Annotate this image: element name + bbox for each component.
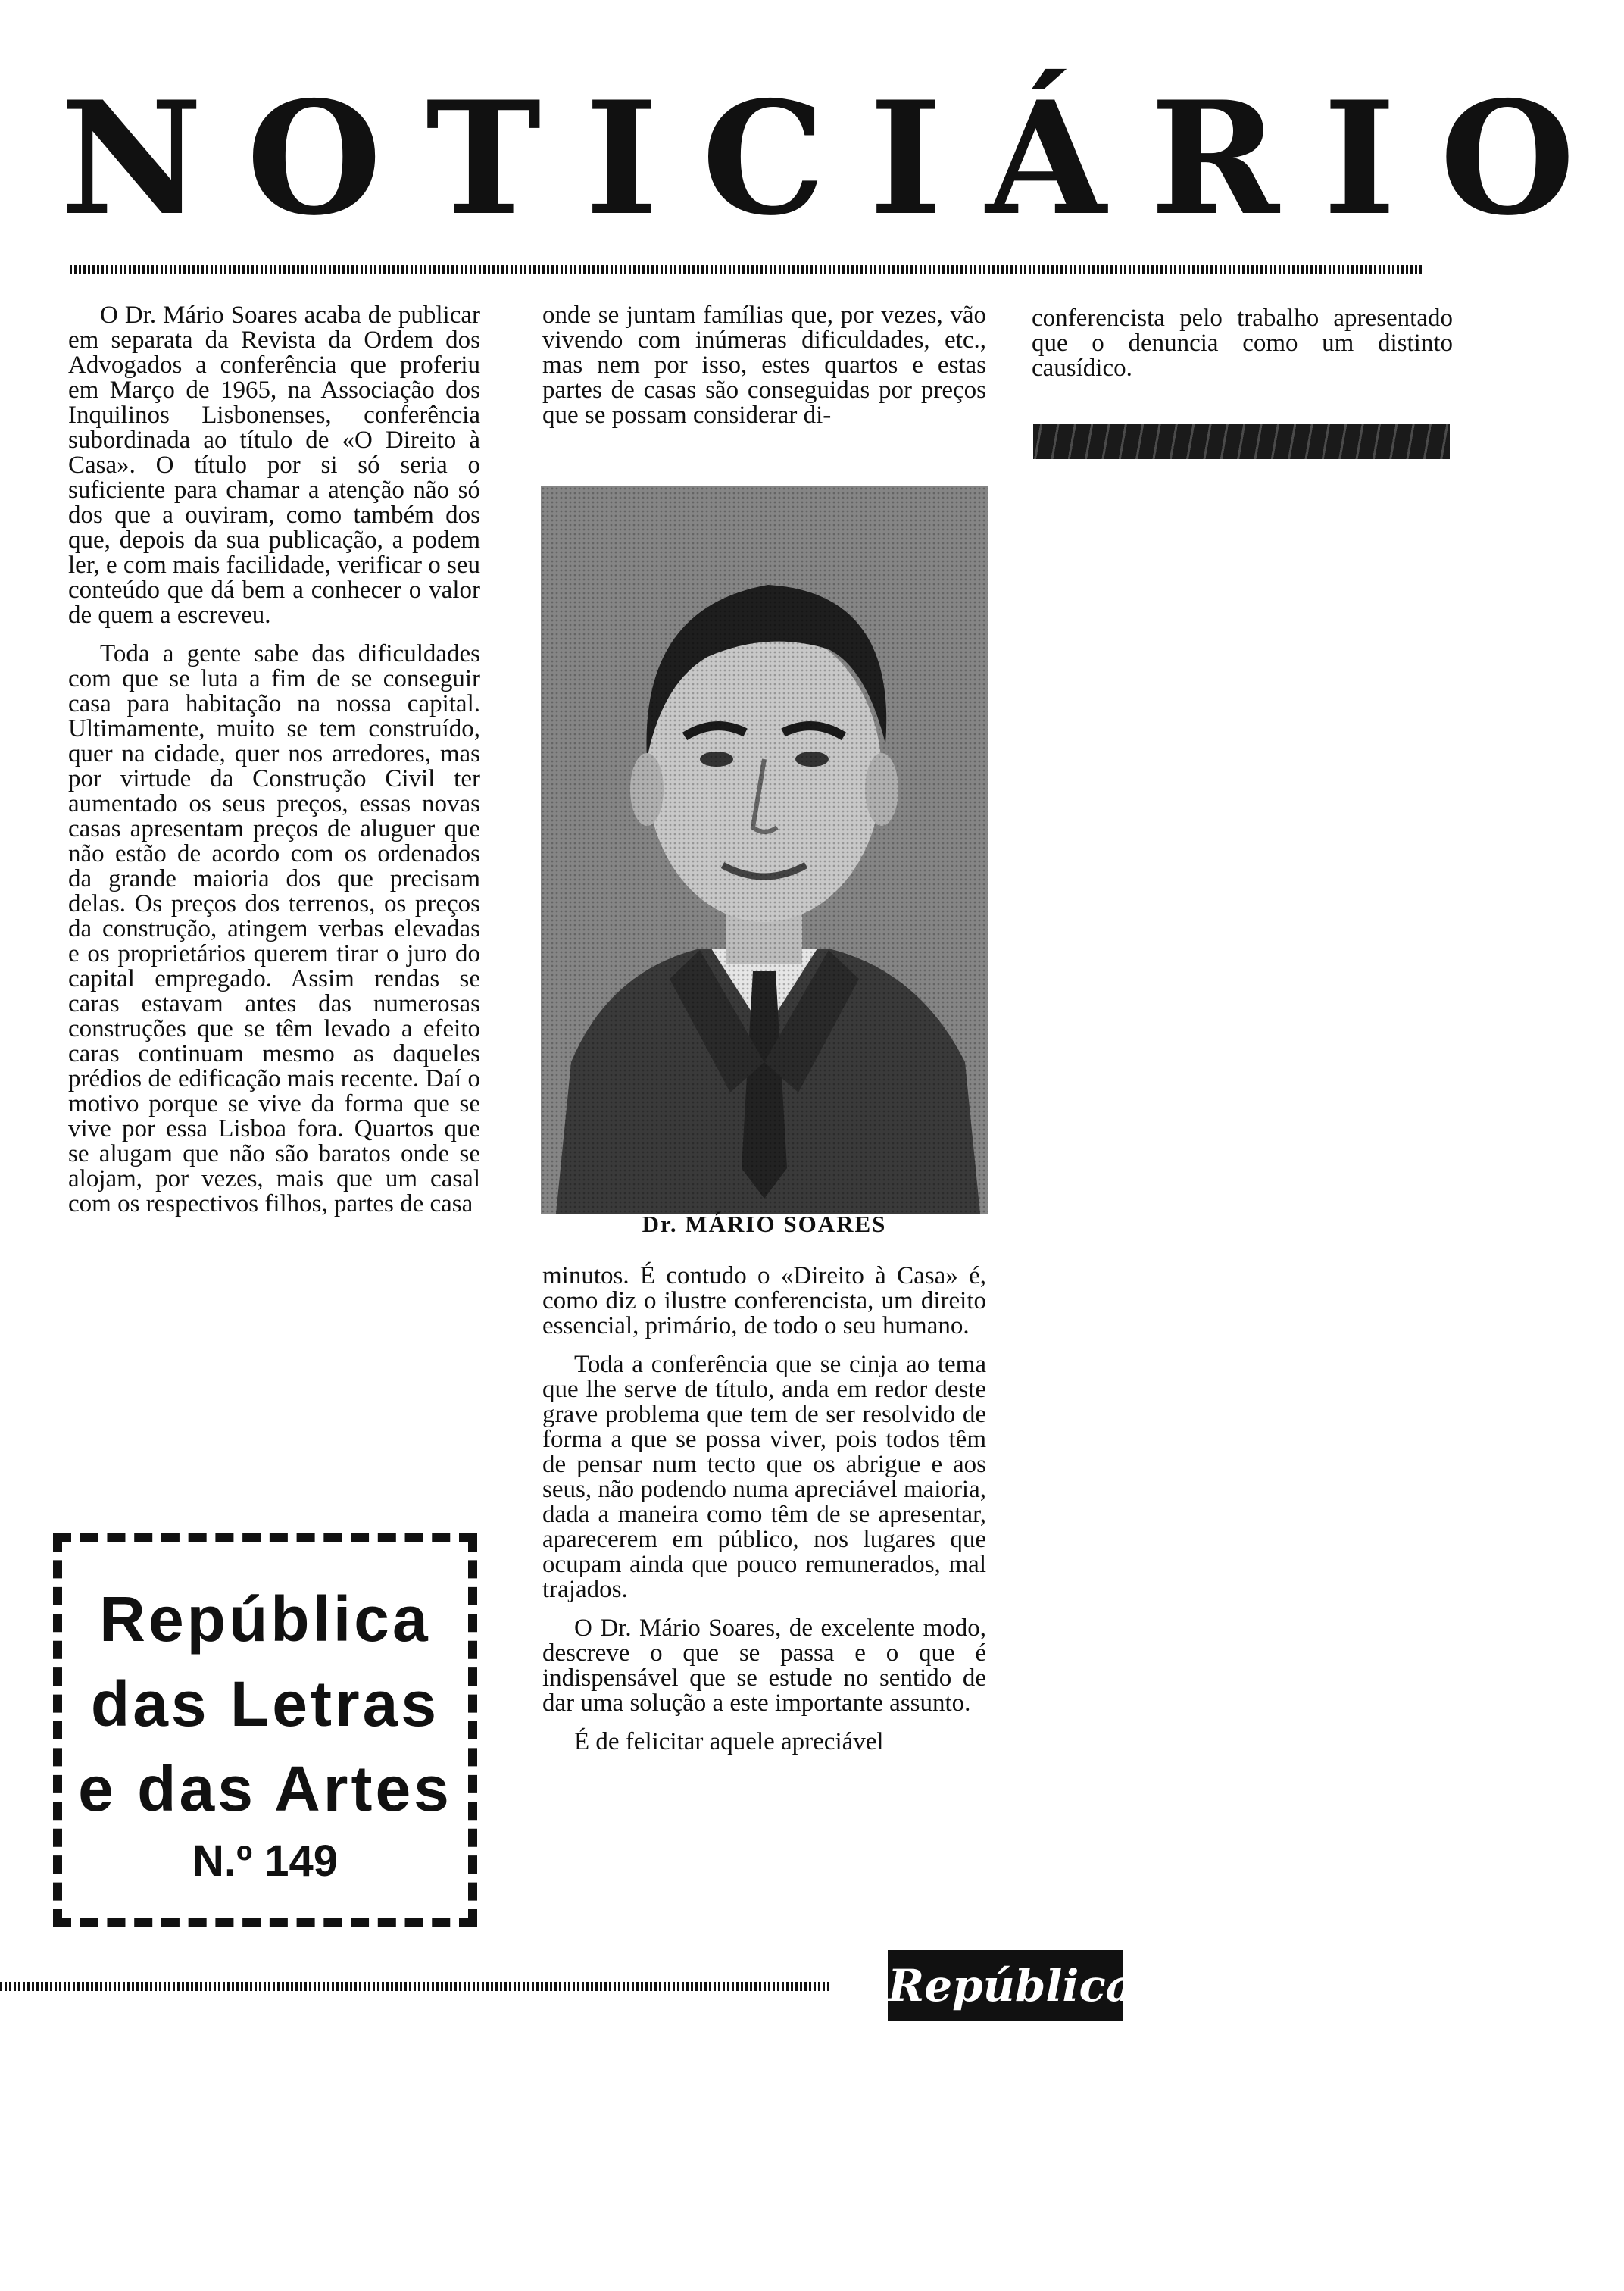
box-title-line: das Letras <box>90 1668 440 1739</box>
article-paragraph: Toda a gente sabe das dificuldades com que se luta a fim de se conseguir casa para habitação na nossa capital. Ultimamente, muito se tem construído, quer na cidade, quer nos arredores, mas por virtude da Construção Civil ter aumentado os seus preços, essas novas casas apresentam preços de aluguer que não estão de acordo com os ordenados da grande maioria dos que precisam delas. Os preços dos terrenos, os preços da construção, atingem verbas elevadas e os proprietários querem tirar o juro do capital empregado. Assim rendas se caras estavam antes das numerosas construções que se têm levado a efeito caras continuam mesmo as daqueles prédios de edificação mais recente. Daí o motivo porque se vive da forma que se vive por essa Lisboa fora. Quartos que se alugam que não são baratos onde se alojam, por vezes, mais que um casal com os respectivos filhos, partes de casa <box>68 640 480 1217</box>
article-paragraph: O Dr. Mário Soares, de excelente modo, descreve o que se passa e o que é indispensável que se estude no sentido de dar uma solução a este importante assunto. <box>542 1614 986 1717</box>
republica-letras-box <box>53 1533 477 1927</box>
photo-caption: Dr. MÁRIO SOARES <box>642 1211 887 1237</box>
footer-rule <box>0 1982 832 1991</box>
masthead-title: NOTICIÁRIO <box>61 68 1619 250</box>
article-column-3 <box>1032 306 1453 381</box>
box-title-line: e das Artes <box>78 1753 452 1824</box>
article-column-2-top <box>542 303 986 428</box>
article-paragraph: onde se juntam famílias que, por vezes, vão vivendo com inúmeras dificuldades, etc., mas nem por isso, estes quartos e estas partes de casas são conseguidas por preços que se possam considerar di- <box>542 302 986 429</box>
article-paragraph: minutos. É contudo o «Direito à Casa» é, como diz o ilustre conferencista, um direito essencial, primário, de todo o seu humano. <box>542 1262 986 1339</box>
decorative-bar <box>1033 424 1450 459</box>
box-issue-number: N.º 149 <box>192 1836 339 1886</box>
article-column-1 <box>68 303 480 1217</box>
masthead-rule <box>70 265 1423 274</box>
article-column-2-bottom <box>542 1264 986 1755</box>
article-paragraph: Toda a conferência que se cinja ao tema que lhe serve de título, anda em redor deste grave problema que tem de ser resolvido de forma a que se possa viver, pois todos têm de pensar num tecto que os abrigue e aos seus, não podendo numa apreciável maioria, dada a maneira como têm de se apresentar, aparecerem em público, nos lugares que ocupam ainda que pouco remunerados, mal trajados. <box>542 1351 986 1603</box>
portrait-photo <box>541 486 988 1214</box>
republica-logo: República <box>888 1950 1123 2021</box>
article-paragraph: O Dr. Mário Soares acaba de publicar em separata da Revista da Ordem dos Advogados a conferência que proferiu em Março de 1965, na Associação dos Inquilinos Lisbonenses, conferência subordinada ao título de «O Direito à Casa». O título por si só seria o suficiente para chamar a atenção não só dos que a ouviram, como também dos que, depois da sua publicação, a podem ler, e com mais facilidade, verificar o seu conteúdo que dá bem a conhecer o valor de quem a escreveu. <box>68 302 480 629</box>
article-paragraph: É de felicitar aquele apreciável <box>574 1728 884 1755</box>
article-paragraph: conferencista pelo trabalho apresentado que o denuncia como um distinto causídico. <box>1032 305 1453 382</box>
box-title-line: República <box>99 1583 431 1655</box>
